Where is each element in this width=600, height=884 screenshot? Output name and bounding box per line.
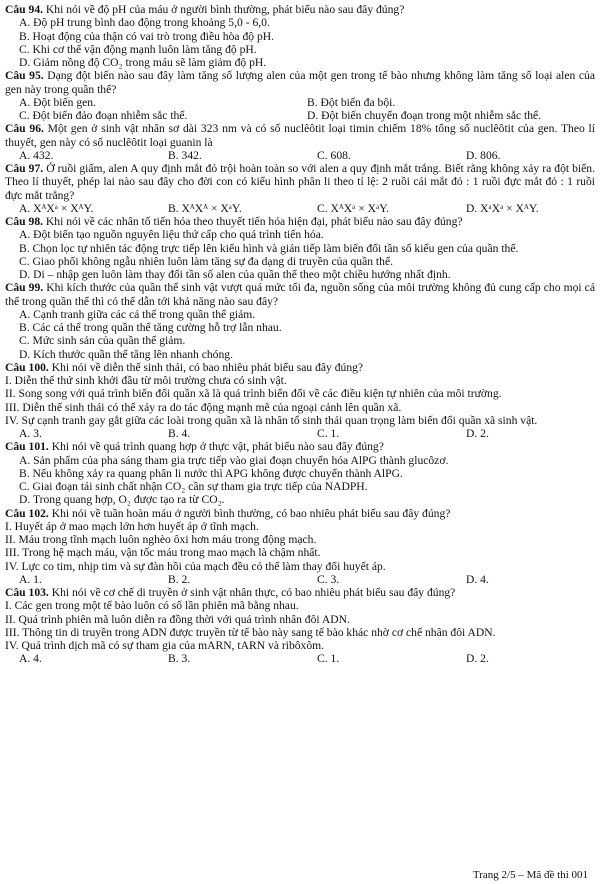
option-c: C. Giao phối không ngẫu nhiên luôn làm tăng sự đa dạng di truyền của quần thể.: [19, 254, 393, 268]
question-number: Câu 99.: [5, 281, 44, 295]
option-a: A. Cạnh tranh giữa các cá thể trong quần thể giảm.: [19, 307, 256, 321]
question-stem: Dạng đột biến nào sau đây làm tăng số lượng alen của một gen trong tế bào nhưng không làm tăng số loại alen của gen này trong quần thể?: [5, 69, 595, 96]
option-b: B. 2.: [168, 572, 191, 586]
question-101: [5, 440, 595, 506]
option-c: C. XᴬXᵃ × XᵃY.: [317, 201, 389, 215]
options-row: [5, 96, 595, 109]
statement-1: I. Diễn thế thứ sinh khởi đầu từ môi trường chưa có sinh vật.: [5, 374, 287, 387]
statement-2: II. Quá trình phiên mã luôn diễn ra đồng thời với quá trình nhân đôi ADN.: [5, 612, 350, 626]
option-d: D. 4.: [466, 572, 489, 586]
option-a: A. 3.: [19, 427, 42, 440]
option-b: B. Các cá thể trong quần thể tăng cường hỗ trợ lẫn nhau.: [19, 321, 282, 334]
options-row: [5, 202, 595, 215]
option-a: A. Đột biến gen.: [19, 95, 96, 109]
question-stem: Khi nói về các nhân tố tiến hóa theo thuyết tiến hóa hiện đại, phát biểu nào sau đây đúng?: [45, 215, 463, 228]
option-d: D. Giảm nồng độ CO₂ trong máu sẽ làm giảm độ pH.: [19, 56, 267, 69]
option-a: A. Đột biến tạo nguồn nguyên liệu thứ cấp cho quá trình tiến hóa.: [19, 228, 324, 242]
question-96: [5, 122, 595, 162]
question-stem: Khi nói về độ pH của máu ở người bình thường, phát biểu nào sau đây đúng?: [45, 3, 405, 16]
option-c: C. 1.: [317, 652, 340, 666]
options-row: [5, 652, 595, 665]
question-stem: Khi nói về quá trình quang hợp ở thực vật, phát biểu nào sau đây đúng?: [51, 440, 384, 454]
statement-1: I. Các gen trong một tế bào luôn có số lần phiên mã bằng nhau.: [5, 599, 299, 613]
statement-4: IV. Lực co tim, nhịp tim và sự đàn hồi của mạch đều có thể làm thay đổi huyết áp.: [5, 559, 386, 573]
option-d: D. Kích thước quần thể tăng lên nhanh chóng.: [19, 347, 233, 361]
statement-3: III. Trong hệ mạch máu, vận tốc máu trong mao mạch là chậm nhất.: [5, 546, 321, 560]
option-c: C. 3.: [317, 572, 340, 586]
option-a: A. Độ pH trung bình dao động trong khoảng 5,0 - 6,0.: [19, 16, 270, 30]
question-103: [5, 586, 595, 666]
option-c: C. Đột biến đảo đoạn nhiễm sắc thể.: [19, 109, 188, 122]
question-95: [5, 69, 595, 122]
question-stem: Khi nói về cơ chế di truyền ở sinh vật nhân thực, có bao nhiêu phát biểu sau đây đúng?: [51, 586, 456, 599]
statement-2: II. Song song với quá trình biến đổi quần xã là quá trình biến đổi về các điều kiện tự nhiên của môi trường.: [5, 387, 502, 401]
option-b: B. XᴬXᴬ × XᵃY.: [168, 201, 242, 215]
option-d: D. XᵃXᵃ × XᴬY.: [466, 201, 539, 215]
statement-2: II. Máu trong tĩnh mạch luôn nghèo ôxi hơn máu trong động mạch.: [5, 533, 317, 546]
option-c: C. Mức sinh sản của quần thể giảm.: [19, 334, 186, 348]
option-d: D. Trong quang hợp, O₂ được tạo ra từ CO₂.: [19, 493, 225, 507]
option-d: D. 806.: [466, 148, 501, 162]
option-b: B. 342.: [168, 148, 202, 162]
option-d: D. Đột biến chuyển đoạn trong một nhiễm sắc thể.: [307, 109, 542, 122]
statement-4: IV. Sự cạnh tranh gay gắt giữa các loài trong quần xã là nhân tố sinh thái quan trọng làm biến đổi quần xã sinh vật.: [5, 413, 538, 427]
question-102: [5, 507, 595, 587]
question-number: Câu 95.: [5, 69, 44, 83]
question-stem: Khi kích thước của quần thể sinh vật vượt quá mức tối đa, nguồn sống của môi trường không đủ cung cấp cho mọi cá thể trong quần thể thì có thể dẫn tới khả năng nào sau đây?: [5, 281, 595, 308]
option-c: C. 608.: [317, 148, 351, 162]
option-b: B. Hoạt động của thận có vai trò trong điều hòa độ pH.: [19, 29, 275, 43]
option-a: A. XᴬXᵃ × XᴬY.: [19, 201, 94, 215]
question-number: Câu 98.: [5, 215, 44, 228]
option-d: D. 2.: [466, 427, 489, 440]
option-b: B. Đột biến đa bội.: [307, 95, 396, 109]
options-row: [5, 149, 595, 162]
option-a: A. 432.: [19, 148, 54, 162]
option-b: B. Nếu không xảy ra quang phân li nước thì APG không được chuyển thành AlPG.: [19, 466, 403, 480]
statement-4: IV. Quá trình dịch mã có sự tham gia của mARN, tARN và ribôxôm.: [5, 639, 325, 652]
question-stem: Ở ruồi giấm, alen A quy định mắt đỏ trội hoàn toàn so với alen a quy định mắt trắng. Biết rằng không xảy ra đột biến. Theo lí thuyết, phép lai nào sau đây cho đời con có kiểu hình phân li theo tỉ lệ: 2 ruồi cái mắt đỏ : 1 ruồi đực mắt đỏ : 1 ruồi đực mắt trắng?: [5, 162, 595, 202]
question-number: Câu 96.: [5, 122, 44, 136]
page-footer: Trang 2/5 – Mã đề thi 001: [472, 868, 588, 881]
question-94: [5, 3, 595, 69]
question-number: Câu 94.: [5, 3, 44, 16]
question-98: [5, 215, 595, 281]
question-number: Câu 102.: [5, 506, 49, 520]
option-a: A. 4.: [19, 652, 42, 666]
question-97: [5, 162, 595, 215]
option-c: C. Giai đoạn tái sinh chất nhận CO₂ cần sự tham gia trực tiếp của NADPH.: [19, 480, 368, 493]
statement-3: III. Thông tin di truyền trong ADN được truyền từ tế bào này sang tế bào khác nhờ cơ chế nhân đôi ADN.: [5, 625, 496, 639]
options-row: [5, 109, 595, 122]
option-b: B. 4.: [168, 427, 191, 440]
options-row: [5, 573, 595, 586]
option-a: A. 1.: [19, 572, 42, 586]
question-stem: Một gen ở sinh vật nhân sơ dài 323 nm và có số nuclêôtit loại timin chiếm 18% tổng số nuclêôtit của gen. Theo lí thuyết, gen này có số nuclêôtit loại guanin là: [5, 122, 595, 149]
option-c: C. Khi cơ thể vận động mạnh luôn làm tăng độ pH.: [19, 42, 257, 56]
option-b: B. Chọn lọc tự nhiên tác động trực tiếp lên kiểu hình và gián tiếp làm biến đổi tần số kiểu gen của quần thể.: [19, 241, 519, 255]
question-number: Câu 97.: [5, 162, 44, 175]
statement-1: I. Huyết áp ở mao mạch lớn hơn huyết áp ở tĩnh mạch.: [5, 519, 259, 533]
statement-3: III. Diễn thế sinh thái có thể xảy ra do tác động mạnh mẽ của ngoại cảnh lên quần xã.: [5, 400, 402, 414]
question-number: Câu 101.: [5, 440, 49, 454]
question-number: Câu 100.: [5, 360, 49, 374]
option-b: B. 3.: [168, 652, 191, 666]
option-d: D. 2.: [466, 652, 489, 666]
question-stem: Khi nói về diễn thế sinh thái, có bao nhiêu phát biểu sau đây đúng?: [51, 360, 364, 374]
option-d: D. Di – nhập gen luôn làm thay đổi tần số alen của quần thể theo một chiều hướng nhất định.: [19, 268, 451, 281]
options-row: [5, 427, 595, 440]
option-a: A. Sản phẩm của pha sáng tham gia trực tiếp vào giai đoạn chuyển hóa AlPG thành glucôzơ.: [19, 453, 449, 467]
question-99: [5, 281, 595, 361]
question-100: [5, 361, 595, 441]
option-c: C. 1.: [317, 427, 340, 440]
question-stem: Khi nói về tuần hoàn máu ở người bình thường, có bao nhiêu phát biểu sau đây đúng?: [51, 506, 451, 520]
question-number: Câu 103.: [5, 586, 49, 599]
